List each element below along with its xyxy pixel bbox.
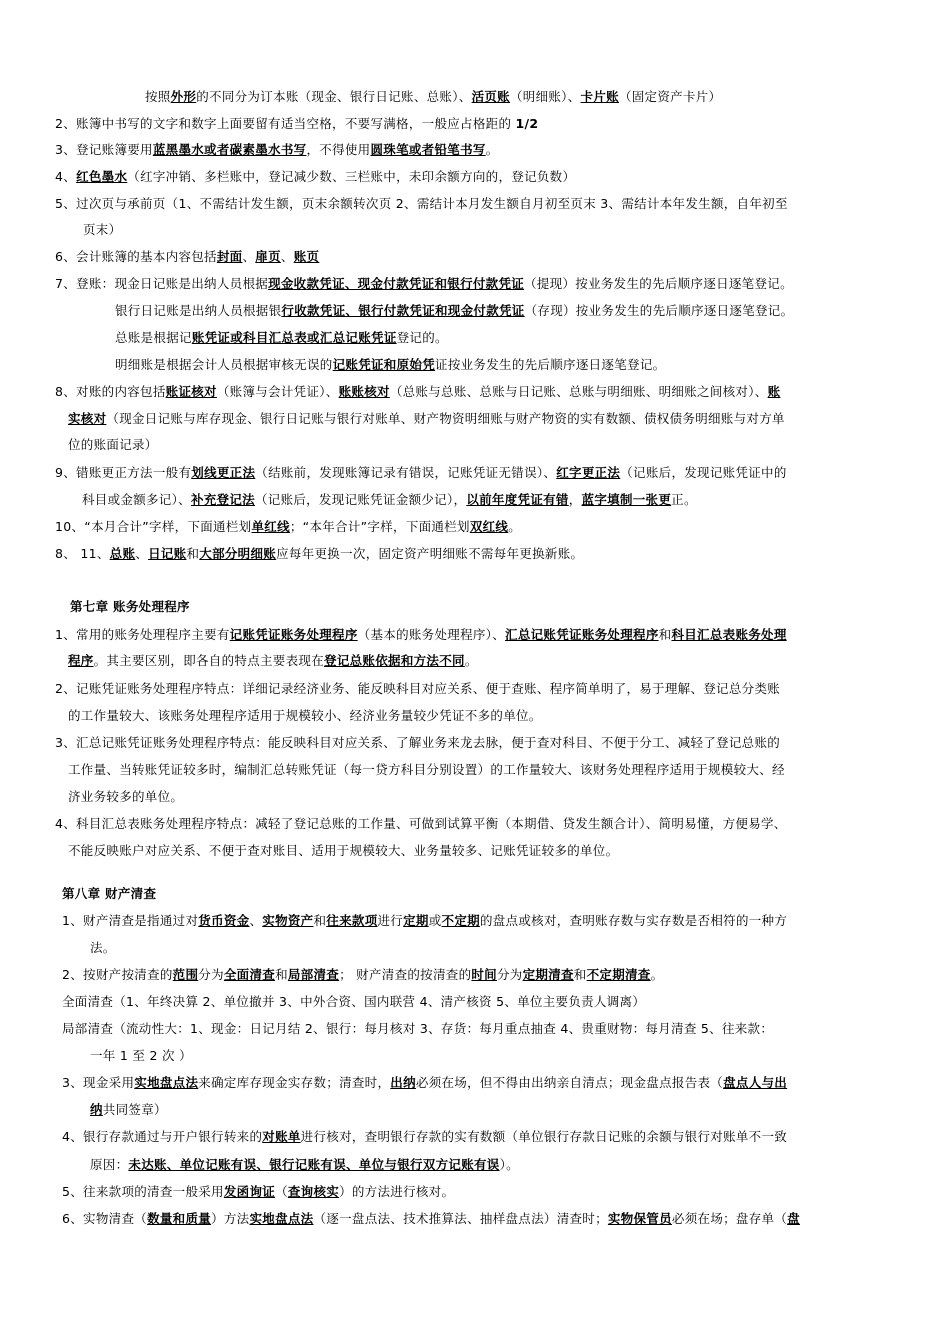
emphasis-text: 1/2: [515, 116, 539, 131]
emphasis-text: 记账凭证账务处理程序: [229, 627, 358, 642]
text-run: （现金日记账与库存现金、银行日记账与银行对账单、财产物资明细账与财产物资的实有数额、债权债务明细账与对方单: [106, 411, 785, 426]
text-line: [55, 196, 788, 212]
emphasis-text: 不定期清查: [586, 967, 651, 982]
text-line: [55, 519, 521, 535]
text-run: （基本的账务处理程序）、: [357, 627, 506, 642]
emphasis-text: 记账凭证和原始凭: [332, 357, 436, 372]
emphasis-text: 账页: [293, 249, 320, 264]
text-run: 位的账面记录）: [68, 437, 158, 452]
text-run: 1、财产清查是指通过对: [62, 913, 199, 928]
text-run: 原因：: [90, 1157, 129, 1172]
text-line: [62, 1211, 800, 1227]
emphasis-text: 数量和质量: [147, 1211, 212, 1226]
emphasis-text: 登记总账依据和方法不同: [324, 653, 465, 668]
text-line: [55, 681, 780, 697]
emphasis-text: 程序: [68, 653, 94, 668]
text-run: ，: [568, 492, 582, 507]
text-run: 8、对账的内容包括: [55, 384, 166, 399]
text-run: 一年 1 至 2 次 ）: [90, 1048, 192, 1063]
text-run: ）的方法进行核对。: [339, 1184, 455, 1199]
text-run: 不能反映账户对应关系、不便于查对账目、适用于规模较大、业务量较多、记账凭证较多的单位。: [68, 843, 619, 858]
emphasis-text: 实核对: [68, 411, 107, 426]
text-line: [62, 1129, 787, 1145]
text-run: （总账与总账、总账与日记账、总账与明细账、明细账之间核对）、: [389, 384, 768, 399]
text-run: 总账是根据记: [115, 330, 192, 345]
text-run: 。: [650, 967, 664, 982]
emphasis-text: 局部清查: [287, 967, 340, 982]
text-run: 正。: [671, 492, 697, 507]
emphasis-text: 查询核实: [287, 1184, 340, 1199]
text-run: 2、记账凭证账务处理程序特点：详细记录经济业务、能反映科目对应关系、便于查账、程序简单明了，易于理解、登记总分类账: [55, 681, 781, 696]
emphasis-text: 时间: [471, 967, 497, 982]
text-run: 工作量、当转账凭证较多时，编制汇总转账凭证（每一贷方科目分别设置）的工作量较大、该财务处理程序适用于规模较大、经: [68, 762, 785, 777]
emphasis-text: 账凭证或科目汇总表或汇总记账凭证: [191, 330, 397, 345]
text-line: [62, 913, 787, 929]
text-run: （账簿与会计凭证）、: [216, 384, 339, 399]
text-run: （固定资产卡片）: [618, 89, 722, 104]
text-line: [68, 843, 618, 859]
text-line: [68, 762, 785, 778]
text-run: 全面清查（1、年终决算 2、单位撤并 3、中外合资、国内联营 4、清产核资 5、单位主要负责人调离）: [62, 994, 646, 1009]
text-run: 分为: [496, 967, 523, 982]
text-run: 页末）: [83, 222, 122, 237]
emphasis-text: 圆珠笔或者铅笔书写: [370, 142, 486, 157]
text-run: （明细账）、: [509, 89, 581, 104]
text-line: [90, 1048, 192, 1064]
text-line: [55, 735, 780, 751]
text-run: 5、过次页与承前页（1、不需结计发生额，页末余额转次页 2、需结计本月发生额自月初至页末 3、需结计本年发生额，自年初至: [55, 196, 788, 211]
text-run: （红字冲销、多栏账中，登记减少数、三栏账中，未印余额方向的，登记负数）: [127, 169, 576, 184]
text-run: 按照: [145, 89, 171, 104]
text-line: [68, 789, 183, 805]
emphasis-text: 蓝字填制一张更: [581, 492, 672, 507]
text-run: 济业务较多的单位。: [68, 789, 184, 804]
text-run: （提现）按业务发生的先后顺序逐日逐笔登记。: [524, 276, 793, 291]
text-run: 科目或金额多记）、: [82, 492, 191, 507]
text-run: 银行日记账是出纳人员根据银: [115, 303, 282, 318]
text-line: [115, 330, 448, 346]
text-line: [55, 546, 583, 562]
text-line: [55, 276, 793, 292]
text-line: [90, 940, 116, 956]
emphasis-text: 对账单: [262, 1129, 301, 1144]
emphasis-text: 总账: [109, 546, 136, 561]
text-line: [115, 303, 793, 319]
text-run: 的工作量较大、该账务处理程序适用于规模较小、经济业务量较少凭证不多的单位。: [68, 708, 542, 723]
text-run: ；“本年合计”字样，下面通栏划: [289, 519, 470, 534]
chapter-heading: [70, 599, 190, 615]
text-line: [115, 357, 665, 373]
emphasis-text: 第八章 财产清查: [62, 886, 157, 901]
emphasis-text: 日记账: [148, 546, 187, 561]
text-line: [55, 384, 780, 400]
emphasis-text: 实物资产: [262, 913, 314, 928]
emphasis-text: 卡片账: [580, 89, 619, 104]
emphasis-text: 实地盘点法: [249, 1211, 314, 1226]
emphasis-text: 范围: [172, 967, 199, 982]
text-run: 2、账簿中书写的文字和数字上面要留有适当空格，不要写满格，一般应占格距的: [55, 116, 516, 131]
emphasis-text: 出纳: [390, 1075, 416, 1090]
text-run: 4、科目汇总表账务处理程序特点：减轻了登记总账的工作量、可做到试算平衡（本期借、贷发生额合计）、简明易懂，方便易学、: [55, 816, 787, 831]
text-run: （: [275, 1184, 288, 1199]
emphasis-text: 双红线: [469, 519, 509, 534]
emphasis-text: 全面清查: [223, 967, 276, 982]
text-run: 和: [313, 913, 327, 928]
text-run: 、: [249, 913, 263, 928]
text-run: ； 财产清查的按清查的: [339, 967, 472, 982]
emphasis-text: 货币资金: [198, 913, 250, 928]
text-run: 进行: [377, 913, 404, 928]
text-line: [55, 116, 538, 132]
text-run: 10、“本月合计”字样，下面通栏划: [55, 519, 252, 534]
text-run: 6、会计账簿的基本内容包括: [55, 249, 217, 264]
text-run: 应每年更换一次，固定资产明细账不需每年更换新账。: [276, 546, 584, 561]
emphasis-text: 账: [767, 384, 781, 399]
text-run: 局部清查（流动性大：1、现金：日记月结 2、银行：每月核对 3、存货：每月重点抽查 4、贵重财物：每月清查 5、往来款：: [62, 1021, 774, 1036]
emphasis-text: 纳: [90, 1102, 103, 1117]
text-run: 或: [428, 913, 442, 928]
emphasis-text: 划线更正法: [191, 465, 256, 480]
text-run: 7、登账：现金日记账是出纳人员根据: [55, 276, 269, 291]
chapter-heading: [62, 886, 156, 902]
text-run: （结账前，发现账簿记录有错误，记账凭证无错误）、: [255, 465, 557, 480]
emphasis-text: 科目汇总表账务处理: [671, 627, 787, 642]
emphasis-text: 未达账、单位记账有误、银行记账有误、单位与银行双方记账有误: [128, 1157, 500, 1172]
emphasis-text: 不定期: [441, 913, 480, 928]
text-run: 分为: [198, 967, 224, 982]
text-run: 进行核对，查明银行存款的实有数额（单位银行存款日记账的余额与银行对账单不一致: [300, 1129, 788, 1144]
text-run: 4、: [55, 169, 77, 184]
text-line: [62, 994, 645, 1010]
emphasis-text: 封面: [216, 249, 243, 264]
text-run: 、: [135, 546, 149, 561]
text-run: 。: [485, 142, 499, 157]
text-line: [55, 169, 575, 185]
text-line: [55, 142, 499, 158]
text-line: [55, 249, 319, 265]
emphasis-text: 蓝黑墨水或者碳素墨水书写: [152, 142, 307, 157]
emphasis-text: 账证核对: [165, 384, 217, 399]
text-run: 和: [658, 627, 672, 642]
text-run: 来确定库存现金实存数；清查时，: [198, 1075, 391, 1090]
text-run: 1、常用的账务处理程序主要有: [55, 627, 230, 642]
text-run: 3、现金采用: [62, 1075, 135, 1090]
text-run: 。其主要区别，即各自的特点主要表现在: [93, 653, 325, 668]
text-line: [82, 492, 697, 508]
text-line: [90, 1102, 167, 1118]
text-line: [62, 1075, 787, 1091]
text-line: [55, 465, 787, 481]
text-run: 的不同分为订本账（现金、银行日记账、总账）、: [196, 89, 472, 104]
text-run: 9、错账更正方法一般有: [55, 465, 192, 480]
text-run: 。: [508, 519, 522, 534]
text-run: 和: [275, 967, 288, 982]
emphasis-text: 现金收款凭证、现金付款凭证和银行付款凭证: [268, 276, 525, 291]
emphasis-text: 实地盘点法: [134, 1075, 199, 1090]
emphasis-text: 补充登记法: [190, 492, 255, 507]
emphasis-text: 外形: [170, 89, 197, 104]
text-run: 必须在场；盘存单（: [671, 1211, 788, 1226]
text-run: 、: [280, 249, 294, 264]
text-run: 和: [186, 546, 200, 561]
text-line: [68, 437, 158, 453]
text-run: 3、汇总记账凭证账务处理程序特点：能反映科目对应关系、了解业务来龙去脉，便于查对科目、不便于分工、减轻了登记总账的: [55, 735, 781, 750]
emphasis-text: 大部分明细账: [199, 546, 277, 561]
text-run: 5、往来款项的清查一般采用: [62, 1184, 224, 1199]
text-run: 4、银行存款通过与开户银行转来的: [62, 1129, 263, 1144]
text-line: [90, 1157, 519, 1173]
text-run: 的盘点或核对，查明账存数与实存数是否相符的一种方: [479, 913, 788, 928]
emphasis-text: 盘点人与出: [723, 1075, 788, 1090]
emphasis-text: 定期: [403, 913, 429, 928]
emphasis-text: 往来款项: [326, 913, 378, 928]
text-run: ）方法: [211, 1211, 250, 1226]
text-run: 。: [464, 653, 478, 668]
text-run: 和: [573, 967, 587, 982]
text-line: [145, 89, 721, 105]
text-run: 登记的。: [396, 330, 448, 345]
text-line: [62, 967, 663, 983]
text-run: （记账后，发现记账凭证中的: [620, 465, 787, 480]
text-run: 法。: [90, 940, 116, 955]
text-run: 6、实物清查（: [62, 1211, 148, 1226]
emphasis-text: 第七章 账务处理程序: [70, 599, 190, 614]
emphasis-text: 活页账: [471, 89, 510, 104]
emphasis-text: 单红线: [251, 519, 290, 534]
text-line: [68, 411, 785, 427]
emphasis-text: 红色墨水: [76, 169, 128, 184]
text-run: 8、 11、: [55, 546, 110, 561]
text-run: 必须在场，但不得由出纳亲自清点；现金盘点报告表（: [415, 1075, 724, 1090]
emphasis-text: 扉页: [255, 249, 281, 264]
text-run: ）。: [499, 1157, 519, 1172]
emphasis-text: 实物保管员: [607, 1211, 672, 1226]
text-run: 2、按财产按清查的: [62, 967, 173, 982]
text-line: [68, 653, 478, 669]
text-line: [55, 816, 787, 832]
emphasis-text: 账账核对: [338, 384, 390, 399]
text-run: （存现）按业务发生的先后顺序逐日逐笔登记。: [524, 303, 794, 318]
emphasis-text: 红字更正法: [556, 465, 621, 480]
text-run: ，不得使用: [306, 142, 371, 157]
text-run: （逐一盘点法、技术推算法、抽样盘点法）清查时；: [313, 1211, 608, 1226]
emphasis-text: 发函询证: [223, 1184, 276, 1199]
text-line: [55, 627, 787, 643]
text-line: [68, 708, 542, 724]
emphasis-text: 定期清查: [522, 967, 574, 982]
text-run: 、: [242, 249, 256, 264]
text-run: 共同签章）: [102, 1102, 167, 1117]
emphasis-text: 盘: [787, 1211, 800, 1226]
emphasis-text: 以前年度凭证有错: [466, 492, 569, 507]
text-run: 3、登记账簿要用: [55, 142, 153, 157]
emphasis-text: 汇总记账凭证账务处理程序: [505, 627, 659, 642]
text-line: [83, 222, 121, 238]
text-run: 证按业务发生的先后顺序逐日逐笔登记。: [435, 357, 666, 372]
text-run: （记账后，发现记账凭证金额少记），: [254, 492, 467, 507]
emphasis-text: 行收款凭证、银行付款凭证和现金付款凭证: [281, 303, 525, 318]
text-run: 明细账是根据会计人员根据审核无误的: [115, 357, 333, 372]
text-line: [62, 1021, 773, 1037]
text-line: [62, 1184, 454, 1200]
